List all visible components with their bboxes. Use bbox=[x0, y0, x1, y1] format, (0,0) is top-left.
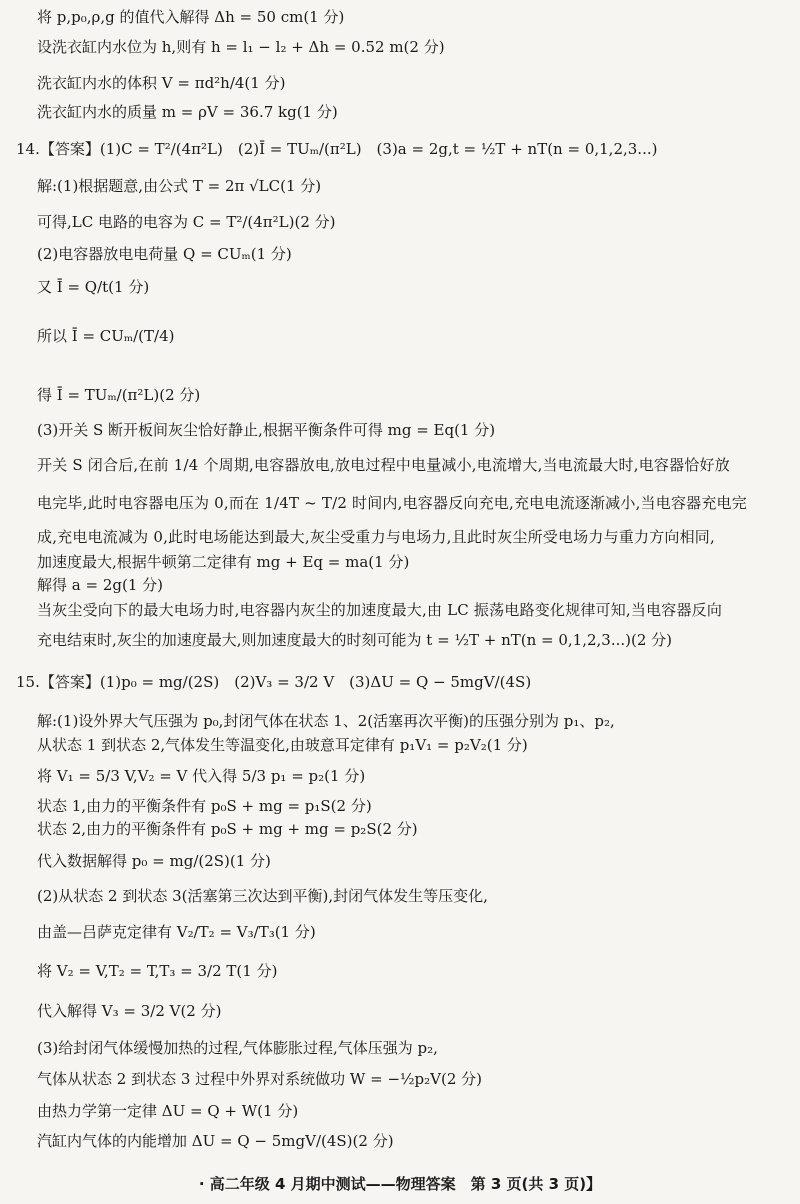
text-line: 可得,LC 电路的电容为 C = T²/(4π²L)(2 分) bbox=[37, 213, 336, 231]
page-footer: · 高二年级 4 月期中测试——物理答案 第 3 页(共 3 页)】 bbox=[198, 1175, 602, 1193]
answer-15-heading: 15.【答案】(1)p₀ = mg/(2S) (2)V₃ = 3/2 V (3)ΔU = Q − 5mgV/(4S) bbox=[16, 673, 532, 691]
text-line: 将 V₂ = V,T₂ = T,T₃ = 3/2 T(1 分) bbox=[37, 962, 278, 980]
text-line: 电完毕,此时电容器电压为 0,而在 1/4T ~ T/2 时间内,电容器反向充电,充电电流逐渐减小,当电容器充电完 bbox=[37, 494, 747, 512]
text-line: (2)从状态 2 到状态 3(活塞第三次达到平衡),封闭气体发生等压变化, bbox=[37, 887, 488, 905]
text-line: 状态 2,由力的平衡条件有 p₀S + mg + mg = p₂S(2 分) bbox=[37, 820, 418, 838]
text-line: 由热力学第一定律 ΔU = Q + W(1 分) bbox=[37, 1102, 299, 1120]
text-line: 代入数据解得 p₀ = mg/(2S)(1 分) bbox=[37, 852, 271, 870]
text-line: 解:(1)设外界大气压强为 p₀,封闭气体在状态 1、2(活塞再次平衡)的压强分别为 p₁、p₂, bbox=[37, 712, 615, 730]
text-line: (3)给封闭气体缓慢加热的过程,气体膨胀过程,气体压强为 p₂, bbox=[37, 1039, 438, 1057]
text-line: 得 Ī = TUₘ/(π²L)(2 分) bbox=[37, 386, 201, 404]
text-line: 开关 S 闭合后,在前 1/4 个周期,电容器放电,放电过程中电量减小,电流增大,当电流最大时,电容器恰好放 bbox=[37, 456, 730, 474]
text-line: 所以 Ī = CUₘ/(T/4) bbox=[37, 327, 175, 345]
text-line: (2)电容器放电电荷量 Q = CUₘ(1 分) bbox=[37, 245, 292, 263]
text-line: 加速度最大,根据牛顿第二定律有 mg + Eq = ma(1 分) bbox=[37, 553, 410, 571]
text-line: 代入解得 V₃ = 3/2 V(2 分) bbox=[37, 1002, 222, 1020]
text-line: 洗衣缸内水的体积 V = πd²h/4(1 分) bbox=[37, 74, 286, 92]
text-line: 设洗衣缸内水位为 h,则有 h = l₁ − l₂ + Δh = 0.52 m(2 分) bbox=[37, 38, 445, 56]
text-line: 成,充电电流减为 0,此时电场能达到最大,灰尘受重力与电场力,且此时灰尘所受电场力与重力方向相同, bbox=[37, 528, 715, 546]
text-line: 气体从状态 2 到状态 3 过程中外界对系统做功 W = −½p₂V(2 分) bbox=[37, 1070, 483, 1088]
text-line: 汽缸内气体的内能增加 ΔU = Q − 5mgV/(4S)(2 分) bbox=[37, 1132, 394, 1150]
text-line: 充电结束时,灰尘的加速度最大,则加速度最大的时刻可能为 t = ½T + nT(n = 0,1,2,3...)(2 分) bbox=[37, 631, 673, 649]
text-line: 解:(1)根据题意,由公式 T = 2π √LC(1 分) bbox=[37, 177, 322, 195]
text-line: 洗衣缸内水的质量 m = ρV = 36.7 kg(1 分) bbox=[37, 103, 338, 121]
text-line: 从状态 1 到状态 2,气体发生等温变化,由玻意耳定律有 p₁V₁ = p₂V₂(1 分) bbox=[37, 736, 528, 754]
text-line: 将 V₁ = 5/3 V,V₂ = V 代入得 5/3 p₁ = p₂(1 分) bbox=[37, 767, 366, 785]
text-line: (3)开关 S 断开板间灰尘恰好静止,根据平衡条件可得 mg = Eq(1 分) bbox=[37, 421, 496, 439]
text-line: 当灰尘受向下的最大电场力时,电容器内灰尘的加速度最大,由 LC 振荡电路变化规律可知,当电容器反向 bbox=[37, 601, 723, 619]
text-line: 将 p,p₀,ρ,g 的值代入解得 Δh = 50 cm(1 分) bbox=[37, 8, 345, 26]
text-line: 由盖—吕萨克定律有 V₂/T₂ = V₃/T₃(1 分) bbox=[37, 923, 316, 941]
text-line: 状态 1,由力的平衡条件有 p₀S + mg = p₁S(2 分) bbox=[37, 797, 372, 815]
text-line: 解得 a = 2g(1 分) bbox=[37, 576, 163, 594]
answer-14-heading: 14.【答案】(1)C = T²/(4π²L) (2)Ī = TUₘ/(π²L) (3)a = 2g,t = ½T + nT(n = 0,1,2,3...) bbox=[16, 140, 658, 158]
text-line: 又 Ī = Q/t(1 分) bbox=[37, 278, 150, 296]
